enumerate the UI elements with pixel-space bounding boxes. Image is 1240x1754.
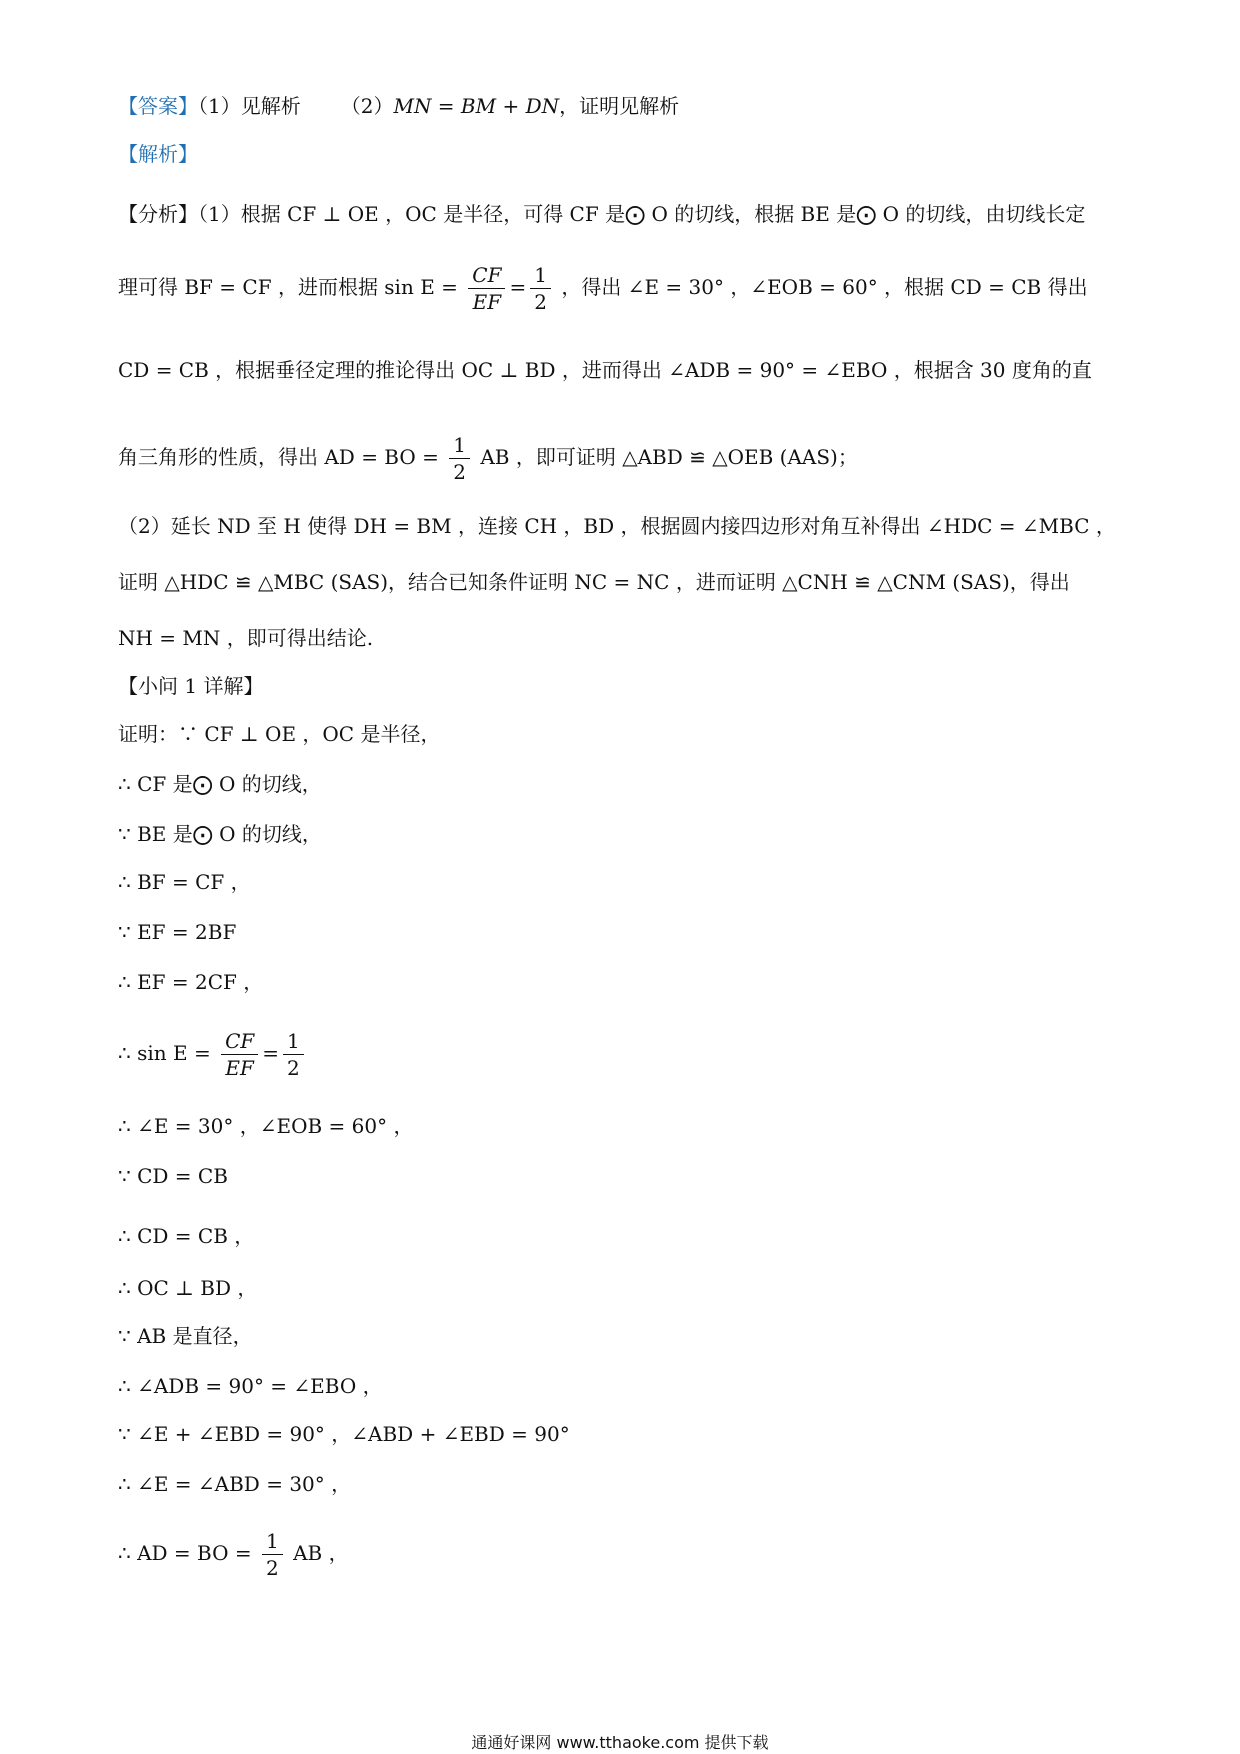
fraction-numerator: 1 [262,1528,283,1555]
fraction-numerator: CF [468,262,505,289]
proof-line-14: ∵ ∠E + ∠EBD = 90° ，∠ABD + ∠EBD = 90° [118,1422,570,1446]
proof-line-10: ∴ CD = CB ， [118,1224,255,1248]
proof-line-9: ∵ CD = CB [118,1164,228,1188]
proof-line-16-a: ∴ AD = BO = [118,1541,252,1565]
fraction-one-half [449,432,470,485]
answer-line [118,92,679,120]
analysis-line-5: （2）延长 ND 至 H 使得 DH = BM ，连接 CH ，BD ，根据圆内接四边形对角互补得出 ∠HDC = ∠MBC ， [118,514,1116,538]
analysis-line-4-b: AB ，即可证明 △ABD ≌ △OEB (AAS)； [480,445,858,469]
fraction-denominator: EF [225,1056,254,1080]
analysis-tag: 【解析】 [118,142,198,166]
analysis-line-3: CD = CB ，根据垂径定理的推论得出 OC ⊥ BD ，进而得出 ∠ADB = 90° = ∠EBO ，根据含 30 度角的直 [118,358,1092,382]
fraction-denominator: EF [472,290,502,314]
analysis-line-4-a: 角三角形的性质，得出 AD = BO = [118,445,439,469]
fraction-numerator: CF [221,1028,258,1055]
page-footer: 通通好课网 www.tthaoke.com 提供下载 [471,1733,769,1752]
answer-part2-prefix: （2） [340,94,394,118]
fraction-numerator: 1 [283,1028,304,1055]
answer-tag: 【答案】 [118,94,198,118]
answer-part2-suffix: ，证明见解析 [559,94,680,118]
sub1-tag: 【小问 1 详解】 [118,674,264,698]
analysis-line-2: 理可得 BF = CF ，进而根据 sin E = $\frac{CF}{EF}$ = $\frac{1}{2}$ ，得出 ∠E = 30° ，∠EOB = 60° ，根据 CD = CB 得出 [118,263,1088,314]
fraction-one-half [530,262,551,315]
analysis-line-7: NH = MN ，即可得出结论. [118,626,374,650]
analysis-line-2-a: 理可得 BF = CF ，进而根据 sin E = [118,275,458,299]
proof-line-7-a: ∴ sin E = [118,1041,211,1065]
answer-part2-formula: MN = BM + DN [393,94,560,118]
fraction-one-half [262,1528,283,1581]
analysis-line-1: 【分析】（1）根据 CF ⊥ OE ，OC 是半径，可得 CF 是⨀ O 的切线，根据 BE 是⨀ O 的切线，由切线长定 [118,202,1086,226]
analysis-line-4 [118,432,858,485]
fraction-denominator: 2 [534,290,547,314]
analysis-line-6: 证明 △HDC ≌ △MBC (SAS)，结合已知条件证明 NC = NC ，进而证明 △CNH ≌ △CNM (SAS)，得出 [118,570,1070,594]
fraction-numerator: 1 [530,262,551,289]
fraction-cf-over-ef [468,262,505,315]
fraction-denominator: 2 [265,1556,279,1580]
proof-line-6: ∴ EF = 2CF ， [118,970,264,994]
proof-line-12: ∵ AB 是直径， [118,1324,253,1348]
proof-line-13: ∴ ∠ADB = 90° = ∠EBO ， [118,1374,383,1398]
proof-line-15: ∴ ∠E = ∠ABD = 30° ， [118,1472,352,1496]
proof-line-16 [118,1528,349,1581]
fraction-denominator: 2 [287,1056,300,1080]
proof-line-11: ∴ OC ⊥ BD ， [118,1276,258,1300]
fraction-numerator: 1 [449,432,470,459]
fraction-one-half [283,1028,304,1081]
proof-line-1: 证明：∵ CF ⊥ OE ，OC 是半径， [118,722,441,746]
analysis-line-2-b: ，得出 ∠E = 30° ，∠EOB = 60° ，根据 CD = CB 得出 [561,275,1088,299]
proof-line-8: ∴ ∠E = 30° ，∠EOB = 60° ， [118,1114,414,1138]
proof-line-16-b: AB ， [293,1541,349,1565]
proof-line-4: ∴ BF = CF ， [118,870,251,894]
proof-line-3: ∵ BE 是⨀ O 的切线， [118,822,322,846]
proof-line-5: ∵ EF = 2BF [118,920,237,944]
proof-line-2: ∴ CF 是⨀ O 的切线， [118,772,322,796]
fraction-denominator: 2 [453,460,466,484]
fraction-cf-over-ef [221,1028,258,1081]
proof-line-7: ∴ sin E = $\frac{CF}{EF}$ = $\frac{1}{2}$ [118,1028,308,1081]
answer-part1: （1）见解析 [198,94,301,118]
